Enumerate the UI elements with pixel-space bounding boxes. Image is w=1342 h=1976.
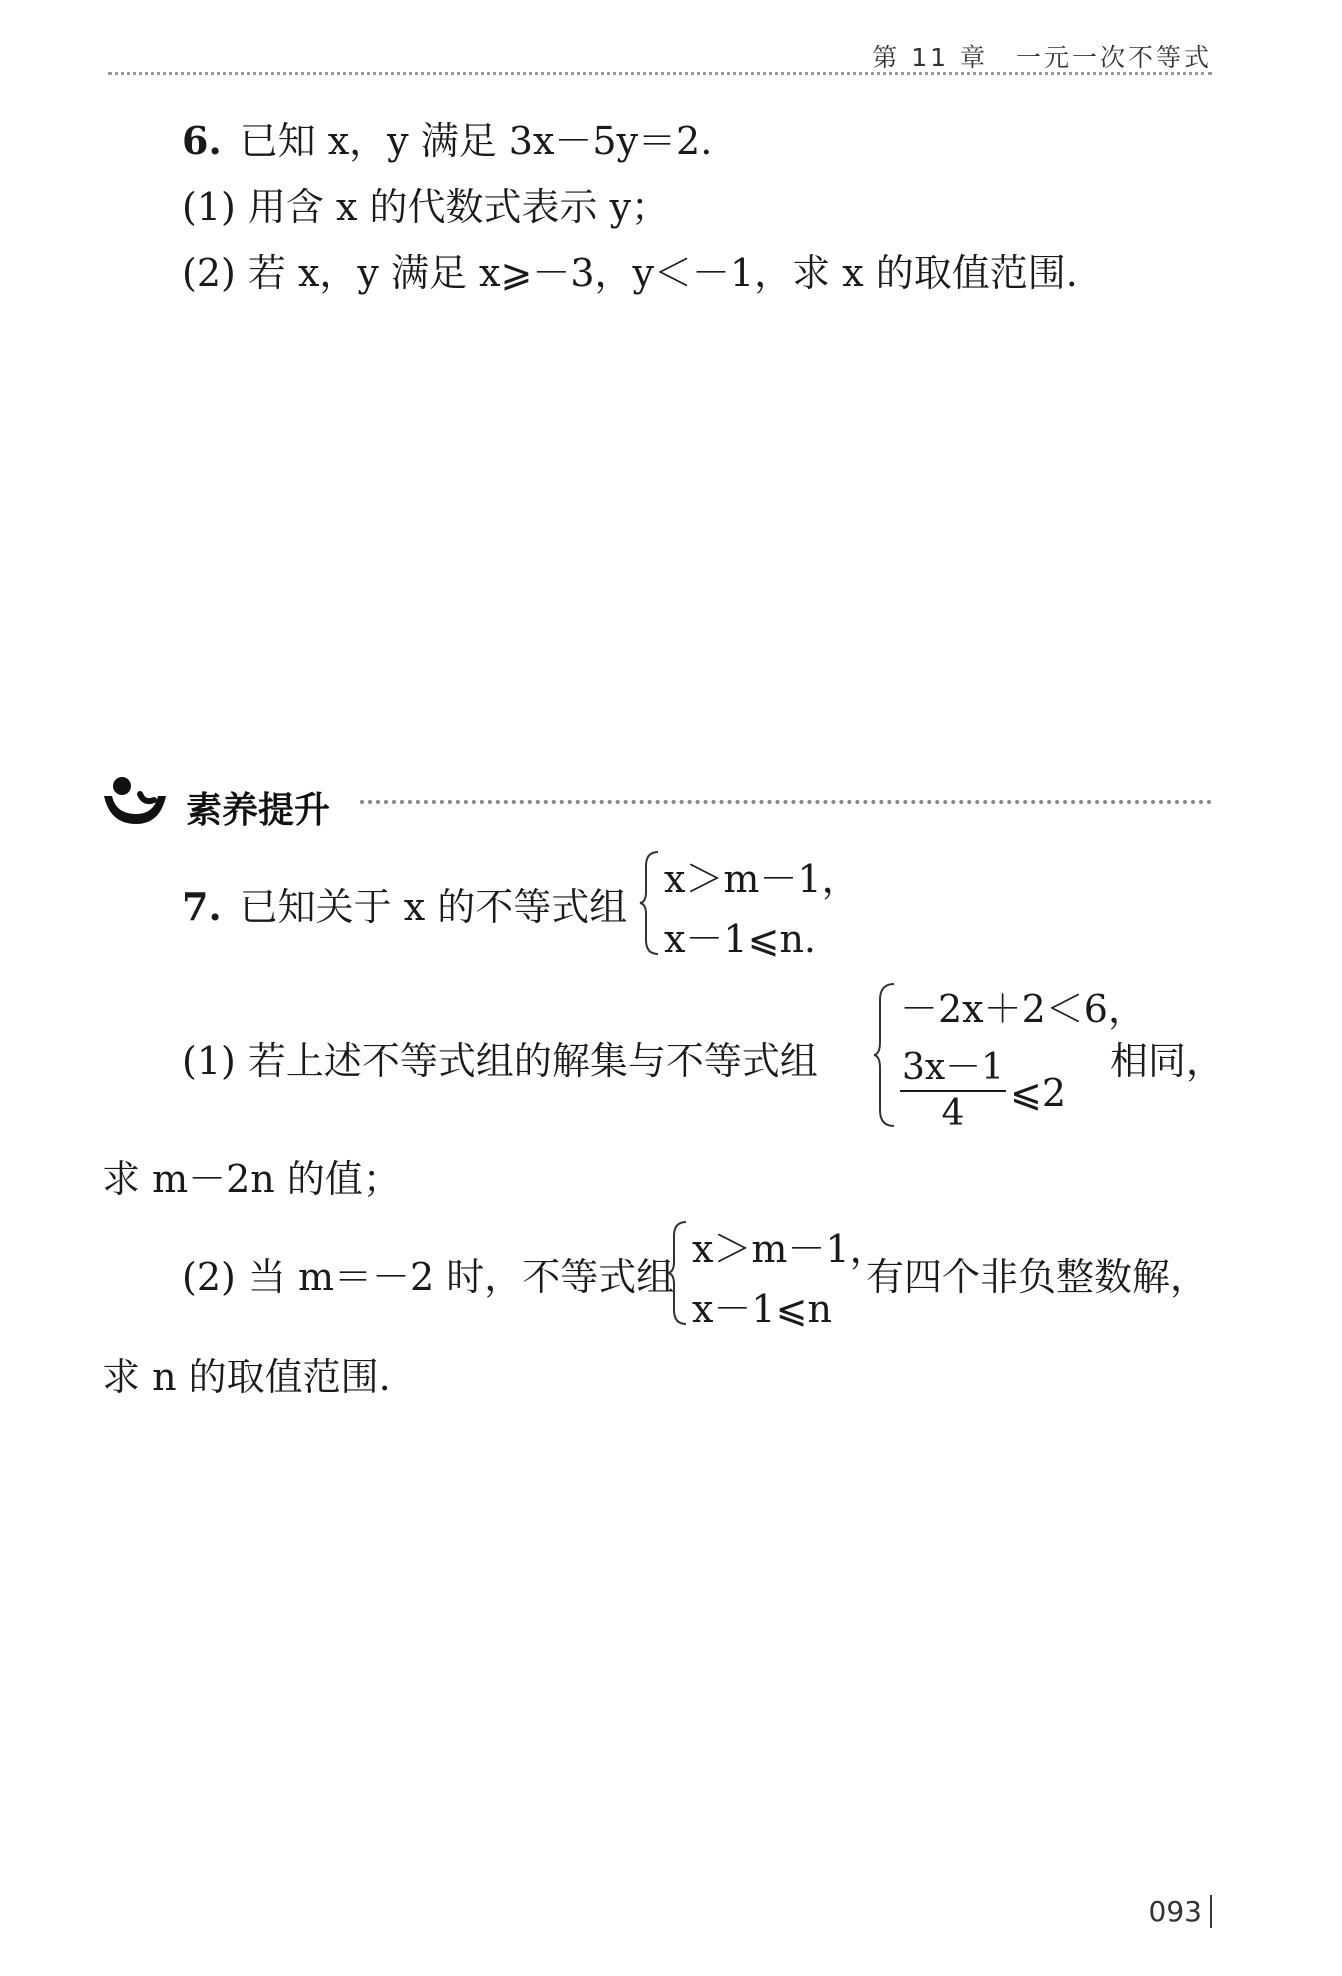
q7-part1-continuation: 求 m－2n 的值； — [102, 1157, 401, 1201]
section-rule — [360, 800, 1212, 804]
q7-part2-system-line1: x＞m－1， — [692, 1227, 888, 1271]
q7-part1-fraction-relation: ⩽2 — [1010, 1071, 1067, 1115]
q6-part2: (2) 若 x，y 满足 x⩾－3，y＜－1，求 x 的取值范围. — [182, 251, 1078, 295]
q7-part1-suffix: 相同， — [1110, 1039, 1225, 1083]
running-head: 第 11 章 一元一次不等式 — [872, 43, 1212, 72]
q6-stem-line — [182, 118, 713, 163]
q7-system-line2: x－1⩽n. — [664, 917, 817, 961]
q7-number: 7. — [182, 884, 222, 929]
q7-part2-prefix: (2) 当 m＝－2 时，不等式组 — [182, 1255, 675, 1299]
header-rule — [108, 72, 1212, 75]
q7-part1-prefix: (1) 若上述不等式组的解集与不等式组 — [182, 1039, 818, 1083]
fraction-numerator: 3x－1 — [901, 1047, 1005, 1088]
q7-stem-line — [182, 884, 628, 929]
fraction-denominator: 4 — [941, 1093, 965, 1134]
brace-icon — [872, 980, 896, 1130]
section-title: 素养提升 — [186, 790, 331, 831]
brace-icon — [666, 1218, 688, 1328]
q6-number: 6. — [182, 118, 222, 163]
q6-part1: (1) 用含 x 的代数式表示 y； — [182, 185, 670, 229]
brace-icon — [638, 848, 660, 958]
q7-part1-system-line1: －2x＋2＜6， — [900, 987, 1146, 1031]
q7-system-line1: x＞m－1， — [664, 857, 860, 901]
q7-part2-suffix: 有四个非负整数解， — [866, 1255, 1209, 1299]
section-emblem-icon — [100, 772, 170, 832]
q7-part2-continuation: 求 n 的取值范围. — [102, 1355, 391, 1399]
q7-stem: 已知关于 x 的不等式组 — [239, 885, 628, 929]
fraction-bar — [900, 1090, 1006, 1092]
page-number: 093 — [1149, 1895, 1212, 1928]
q6-stem: 已知 x，y 满足 3x－5y＝2. — [239, 119, 713, 163]
q7-part1-fraction — [900, 1047, 1006, 1134]
q7-part2-system-line2: x－1⩽n — [692, 1287, 832, 1331]
